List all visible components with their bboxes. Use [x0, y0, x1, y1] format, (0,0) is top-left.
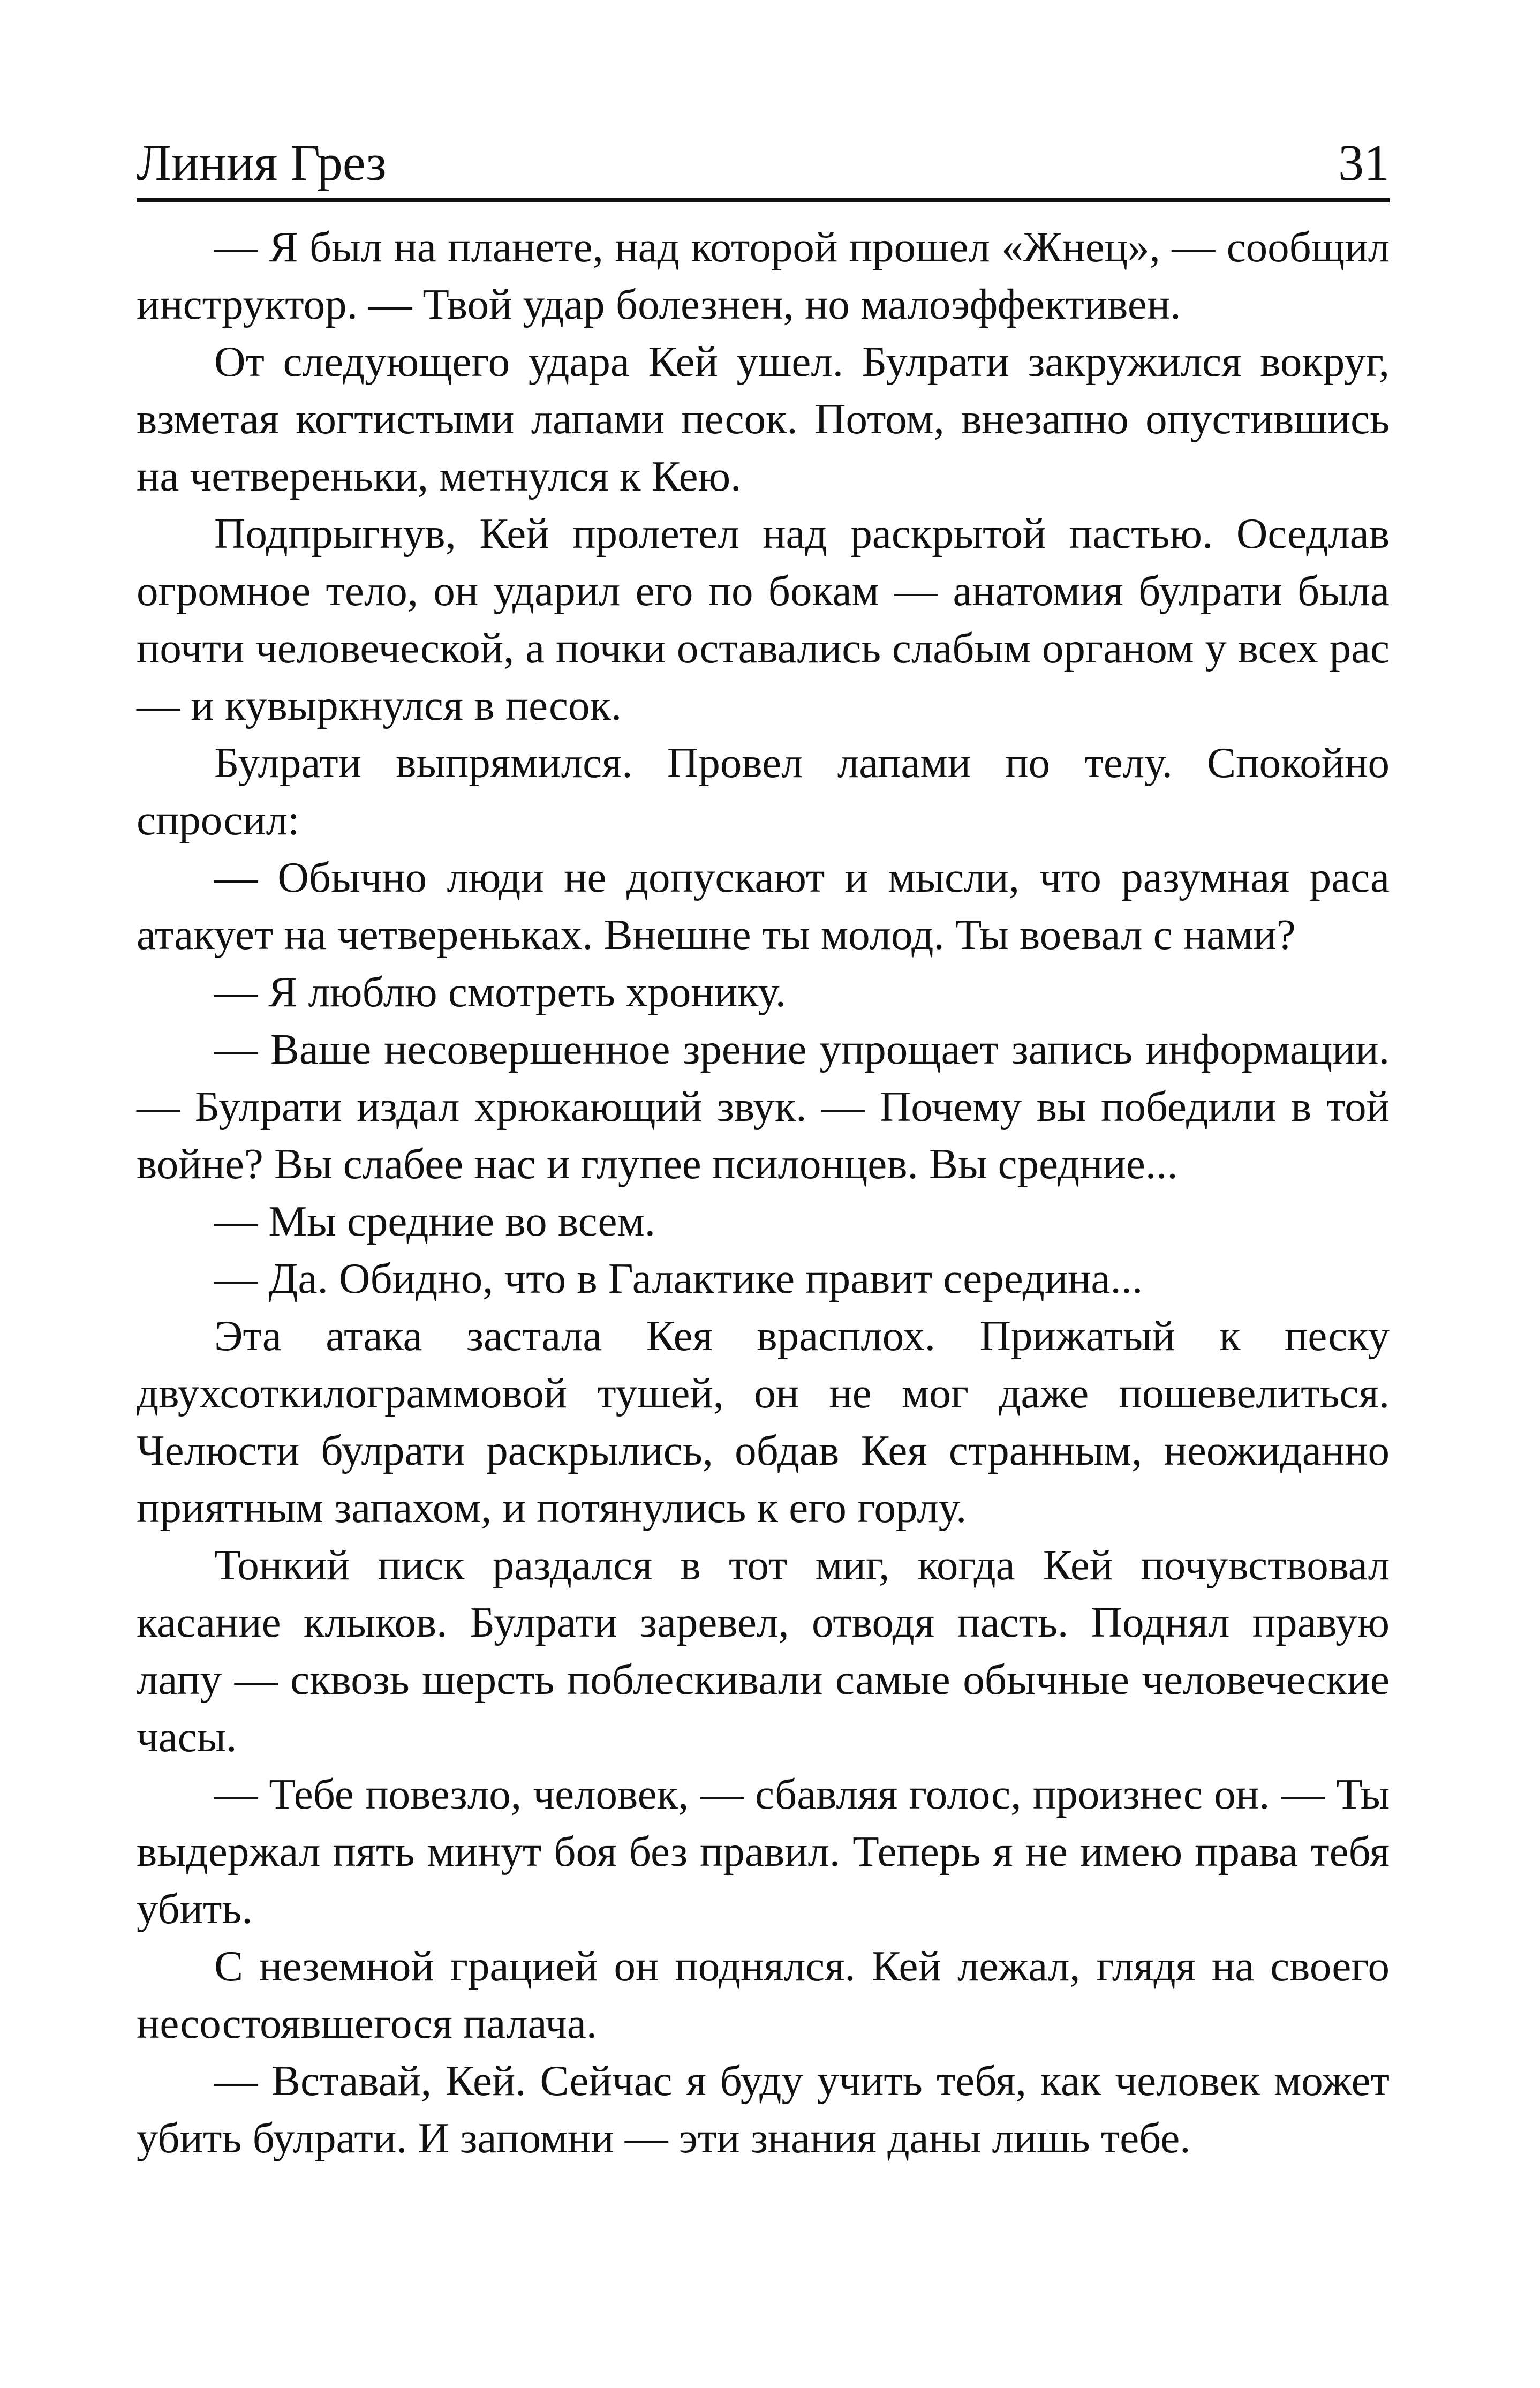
- paragraph: — Тебе повезло, человек, — сбавляя голос, произнес он. — Ты выдержал пять минут боя без правил. Теперь я не имею права тебя убить.: [137, 1770, 1390, 1933]
- paragraph: Эта атака застала Кея врасплох. Прижатый к песку двухсоткилограммовой тушей, он не мог даже пошевелиться. Челюсти булрати раскрылись, обдав Кея странным, неожиданно приятным запахом, и потянулись к его горлу.: [137, 1312, 1390, 1532]
- paragraph: — Я был на планете, над которой прошел «Жнец», — сообщил инструктор. — Твой удар болезнен, но малоэффективен.: [137, 223, 1390, 328]
- paragraph: Булрати выпрямился. Провел лапами по телу. Спокойно спросил:: [137, 739, 1390, 844]
- paragraph: Тонкий писк раздался в тот миг, когда Кей почувствовал касание клыков. Булрати заревел, отводя пасть. Поднял правую лапу — сквозь шерсть поблескивали самые обычные человеческие часы.: [137, 1541, 1390, 1761]
- paragraph: — Мы средние во всем.: [214, 1197, 656, 1245]
- paragraph: — Я люблю смотреть хронику.: [214, 968, 786, 1016]
- paragraph: — Обычно люди не допускают и мысли, что разумная раса атакует на четвереньках. Внешне ты молод. Ты воевал с нами?: [137, 853, 1390, 959]
- book-page: [137, 107, 1390, 2167]
- page-number: 31: [1338, 134, 1390, 191]
- body-text: [137, 219, 1390, 2167]
- paragraph: Подпрыгнув, Кей пролетел над раскрытой пастью. Оседлав огромное тело, он ударил его по бокам — анатомия булрати была почти человеческой, а почки оставались слабым органом у всех рас — и кувыркнулся в песок.: [137, 509, 1390, 729]
- paragraph: — Да. Обидно, что в Галактике правит середина...: [214, 1254, 1143, 1302]
- running-head: [137, 107, 1390, 202]
- paragraph: — Вставай, Кей. Сейчас я буду учить тебя, как человек может убить булрати. И запомни — эти знания даны лишь тебе.: [137, 2056, 1390, 2162]
- running-title: Линия Грез: [137, 134, 387, 191]
- paragraph: — Ваше несовершенное зрение упрощает запись информации. — Булрати издал хрюкающий звук. — Почему вы победили в той войне? Вы слабее нас и глупее псилонцев. Вы средние...: [137, 1025, 1390, 1188]
- paragraph: С неземной грацией он поднялся. Кей лежал, глядя на своего несостоявшегося палача.: [137, 1942, 1390, 2047]
- paragraph: От следующего удара Кей ушел. Булрати закружился вокруг, взметая когтистыми лапами песок. Потом, внезапно опустившись на четвереньки, метнулся к Кею.: [137, 337, 1390, 500]
